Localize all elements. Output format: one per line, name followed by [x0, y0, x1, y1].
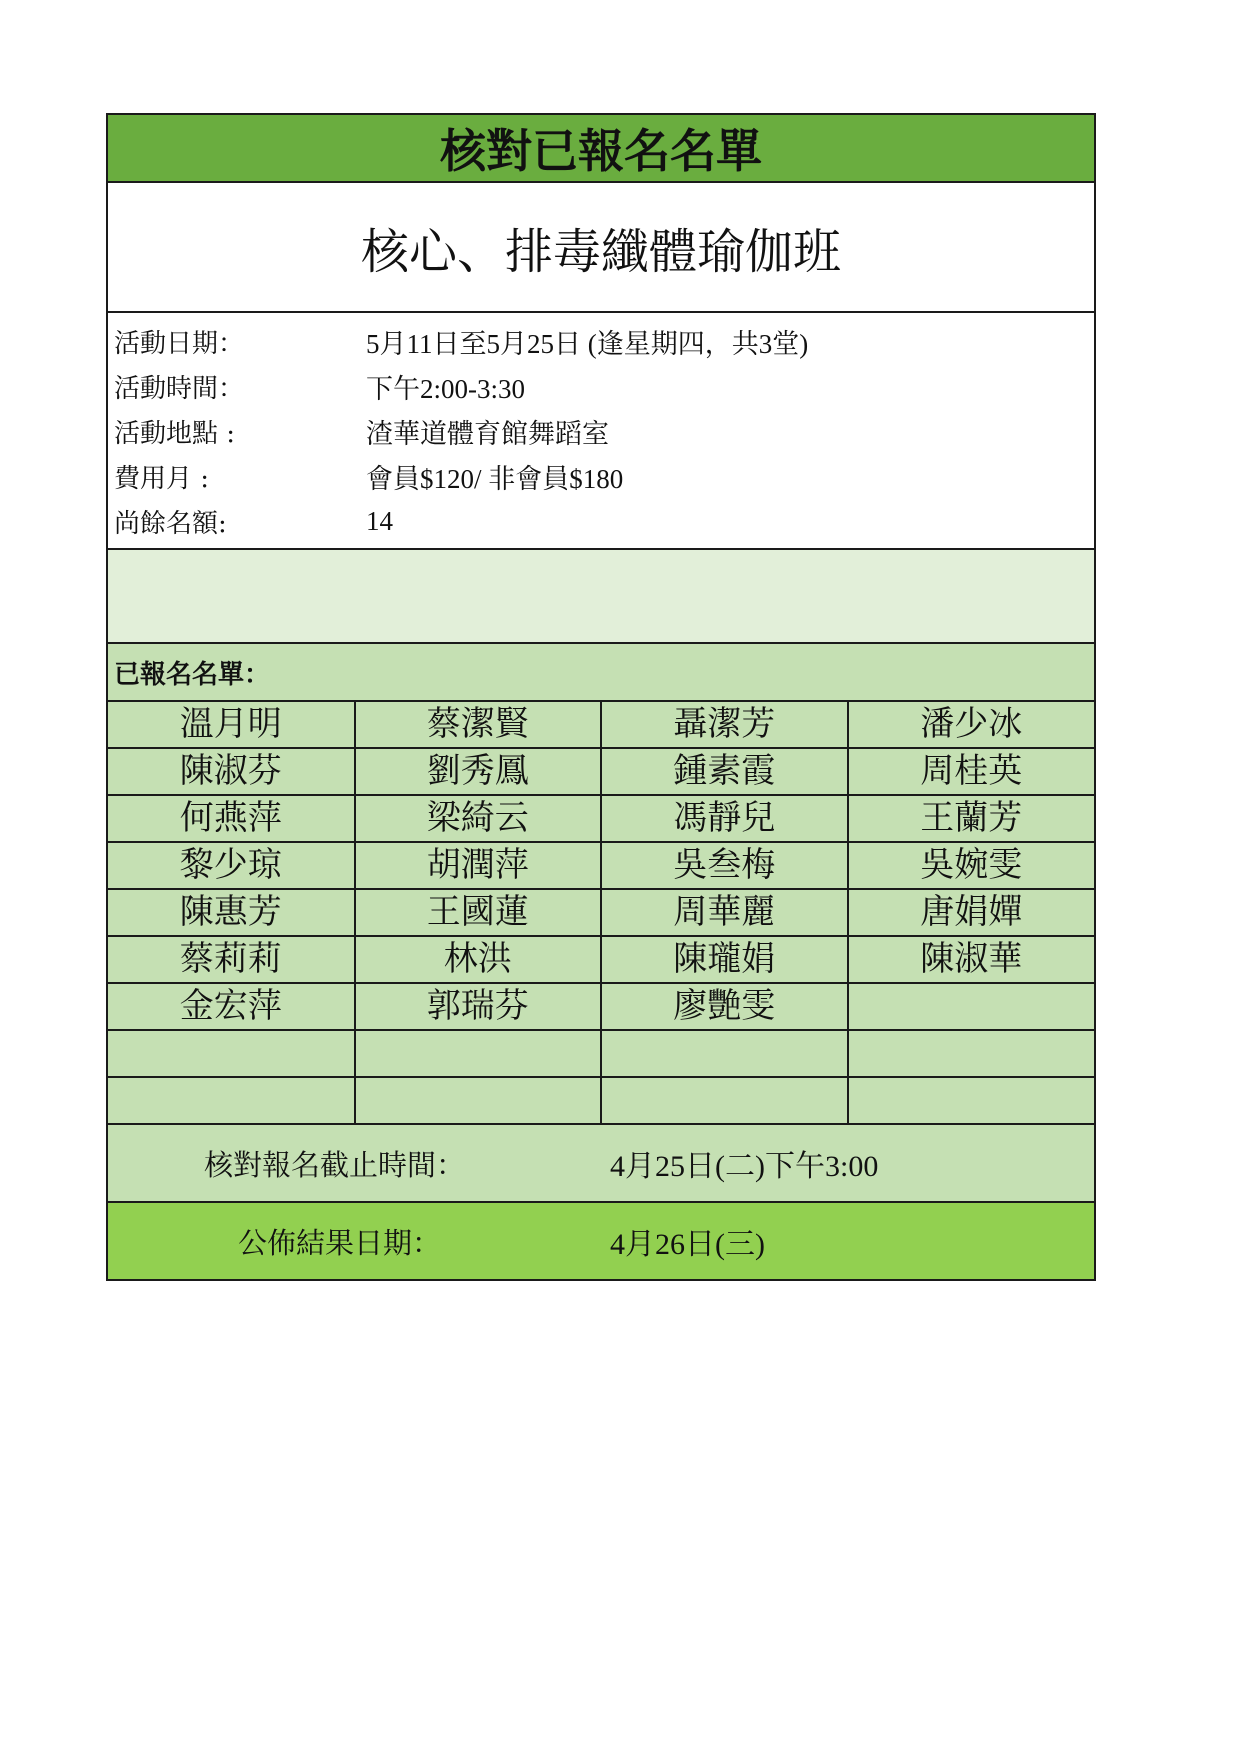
table-row	[108, 748, 1094, 795]
name-cell	[108, 1030, 355, 1077]
blank-band	[108, 550, 1094, 644]
info-value: 5月11日至5月25日 (逢星期四，共3堂)	[366, 329, 809, 359]
name-cell: 梁綺云	[355, 795, 602, 842]
info-value: 14	[366, 506, 393, 536]
info-row-time	[108, 364, 1094, 409]
course-name: 核心、排毒纖體瑜伽班	[108, 183, 1094, 313]
activity-info	[108, 313, 1094, 550]
table-row	[108, 1030, 1094, 1077]
list-header: 已報名名單：	[108, 644, 1094, 702]
name-cell: 吳婉雯	[848, 842, 1095, 889]
name-cell: 胡潤萍	[355, 842, 602, 889]
registration-sheet	[106, 113, 1096, 1281]
table-row	[108, 1077, 1094, 1124]
name-cell: 聶潔芳	[601, 702, 848, 748]
name-cell: 鍾素霞	[601, 748, 848, 795]
name-cell: 郭瑞芬	[355, 983, 602, 1030]
table-row	[108, 795, 1094, 842]
name-cell: 周桂英	[848, 748, 1095, 795]
name-cell	[601, 1077, 848, 1124]
name-cell: 王蘭芳	[848, 795, 1095, 842]
name-cell: 唐娟嬋	[848, 889, 1095, 936]
info-label: 活動日期：	[114, 329, 245, 359]
table-row	[108, 983, 1094, 1030]
name-cell: 馮靜兒	[601, 795, 848, 842]
name-cell: 何燕萍	[108, 795, 355, 842]
name-cell: 潘少冰	[848, 702, 1095, 748]
page-title: 核對已報名名單	[108, 115, 1094, 183]
info-label: 費用月 :	[114, 464, 210, 494]
name-cell: 陳淑華	[848, 936, 1095, 983]
name-cell: 廖艷雯	[601, 983, 848, 1030]
name-cell: 劉秀鳳	[355, 748, 602, 795]
table-row	[108, 702, 1094, 748]
info-value: 下午2:00-3:30	[366, 374, 525, 404]
info-value: 渣華道體育館舞蹈室	[366, 419, 609, 449]
name-cell	[848, 1077, 1095, 1124]
name-cell	[848, 983, 1095, 1030]
table-row	[108, 842, 1094, 889]
name-cell: 林洪	[355, 936, 602, 983]
name-cell: 陳惠芳	[108, 889, 355, 936]
info-row-date	[108, 319, 1094, 364]
name-cell	[848, 1030, 1095, 1077]
table-row	[108, 889, 1094, 936]
table-row	[108, 936, 1094, 983]
name-cell	[108, 1077, 355, 1124]
info-label: 尚餘名額:	[114, 509, 227, 539]
name-cell: 吳叁梅	[601, 842, 848, 889]
deadline-label: 核對報名截止時間：	[204, 1147, 466, 1182]
announce-row	[108, 1203, 1094, 1279]
name-cell	[355, 1030, 602, 1077]
name-cell: 黎少琼	[108, 842, 355, 889]
name-cell	[601, 1030, 848, 1077]
name-cell: 蔡潔賢	[355, 702, 602, 748]
name-cell: 金宏萍	[108, 983, 355, 1030]
info-row-remaining	[108, 499, 1094, 544]
info-value: 會員$120/ 非會員$180	[366, 464, 624, 494]
name-cell: 陳淑芬	[108, 748, 355, 795]
announce-label: 公佈結果日期：	[238, 1225, 442, 1260]
deadline-value: 4月25日(二)下午3:00	[610, 1150, 879, 1183]
deadline-row	[108, 1125, 1094, 1203]
name-cell: 溫月明	[108, 702, 355, 748]
info-label: 活動地點 :	[114, 419, 236, 449]
name-cell: 蔡莉莉	[108, 936, 355, 983]
names-table	[108, 702, 1094, 1125]
name-cell: 王國蓮	[355, 889, 602, 936]
info-label: 活動時間：	[114, 374, 245, 404]
name-cell: 陳瓏娟	[601, 936, 848, 983]
info-row-venue	[108, 409, 1094, 454]
info-row-fee	[108, 454, 1094, 499]
announce-value: 4月26日(三)	[610, 1228, 765, 1261]
name-cell: 周華麗	[601, 889, 848, 936]
name-cell	[355, 1077, 602, 1124]
